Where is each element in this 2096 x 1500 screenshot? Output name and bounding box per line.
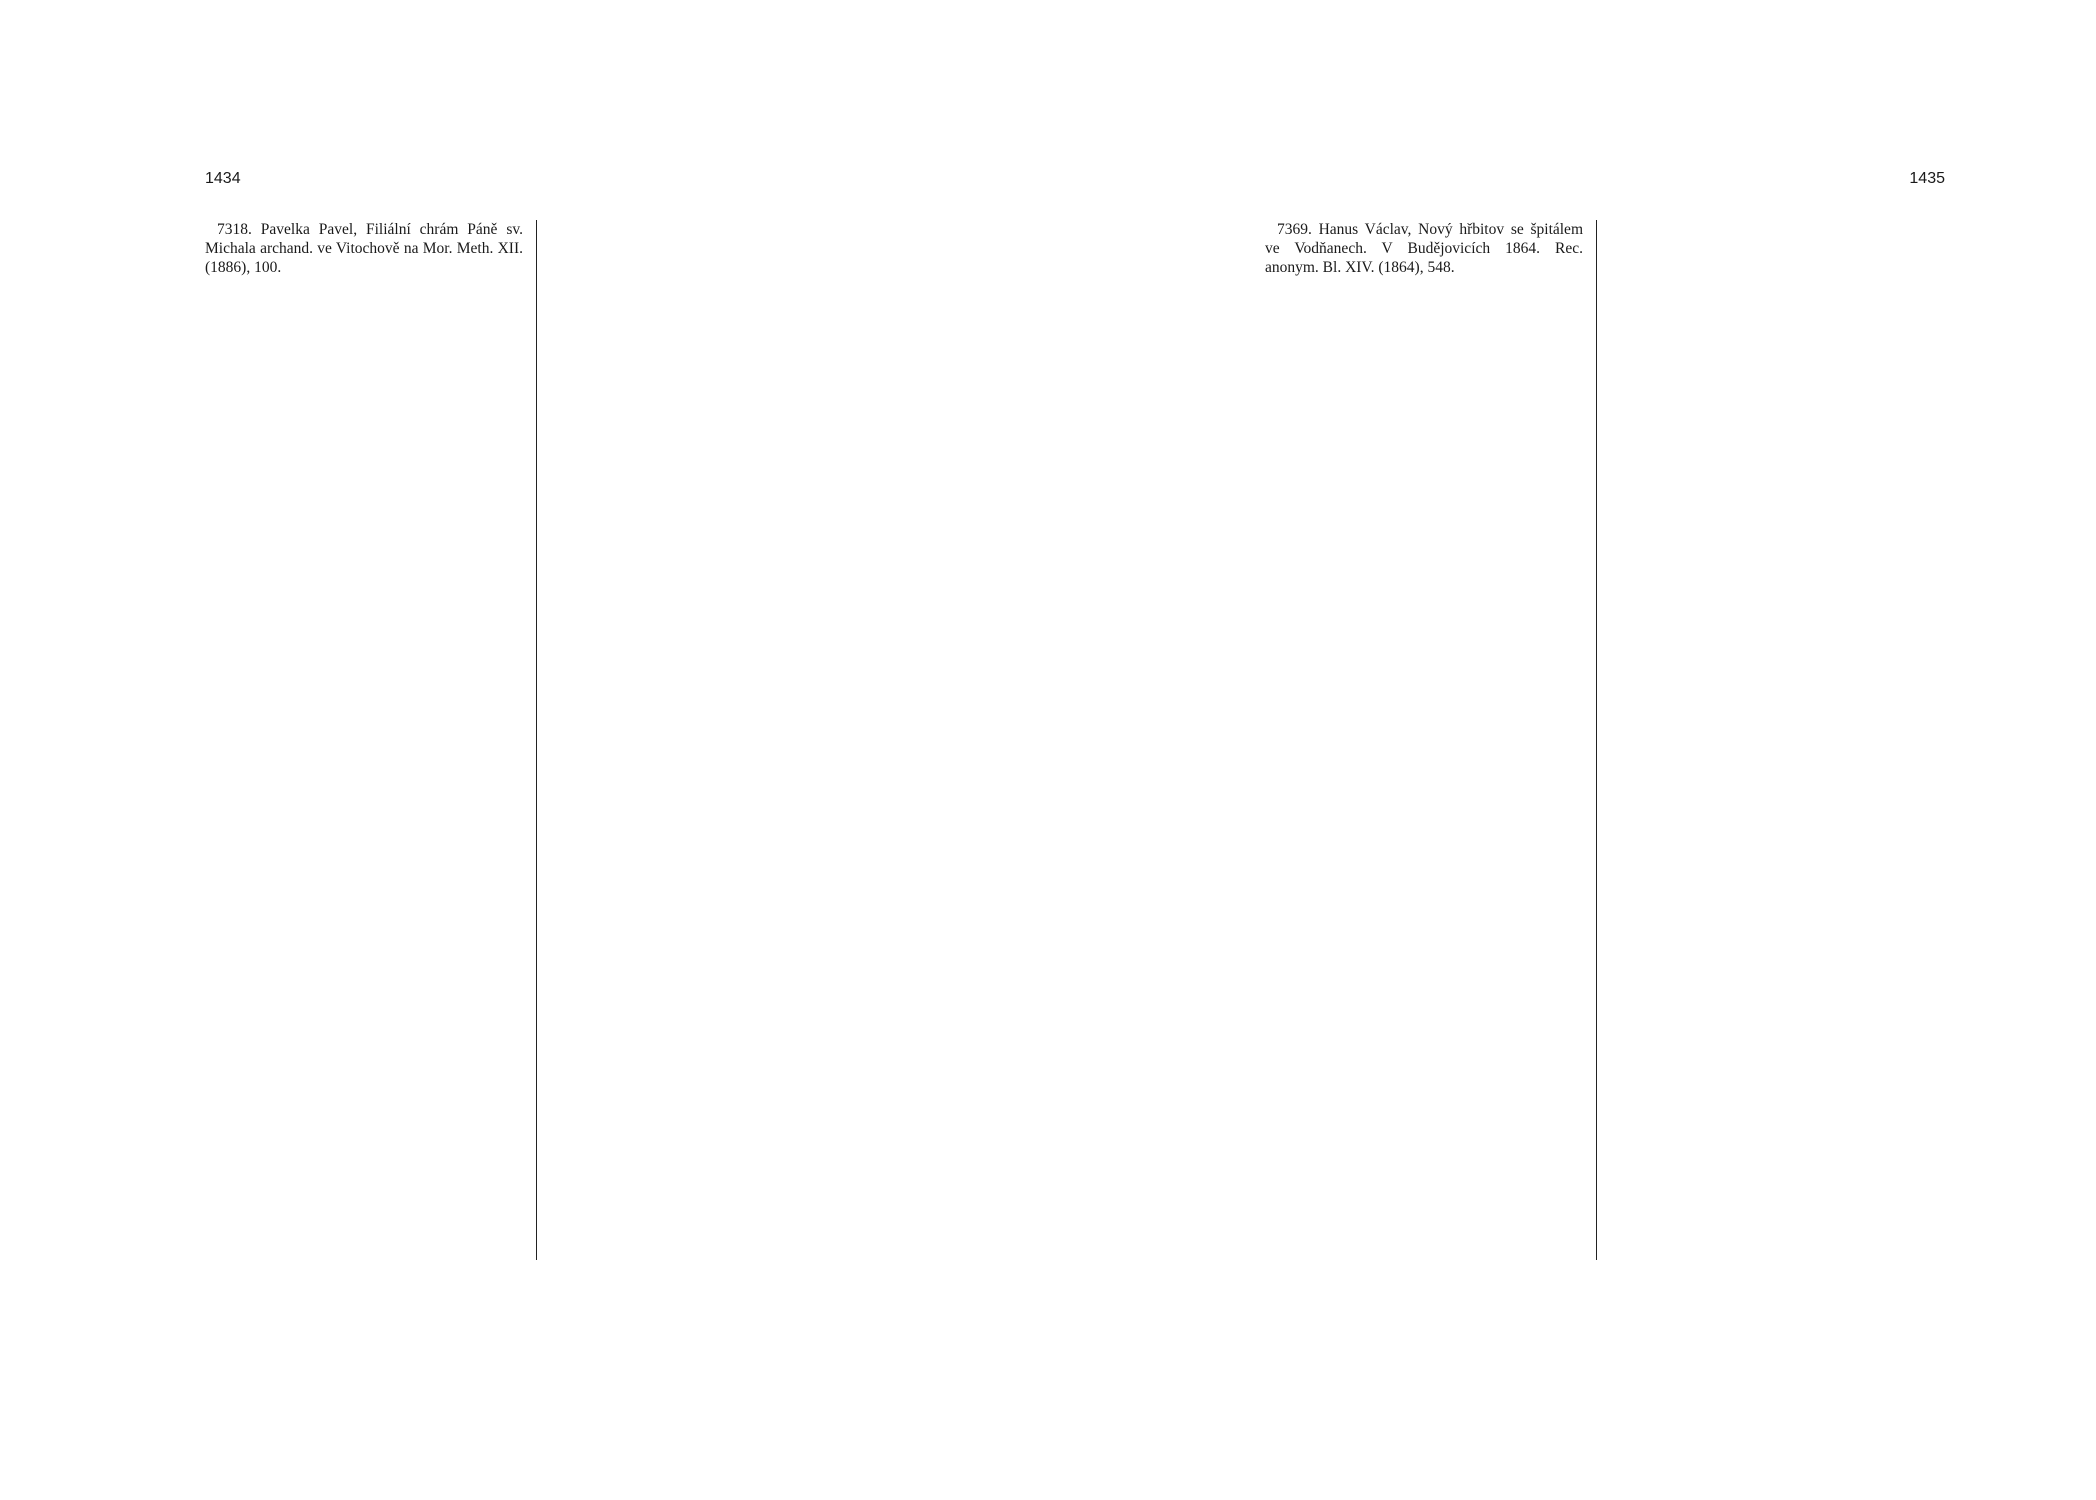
column-divider bbox=[1596, 220, 1597, 1260]
right-page bbox=[1265, 170, 1945, 1270]
bibliography-entry: 7318. Pavelka Pavel, Filiální chrám Páně sv. Michala archand. ve Vitochově na Mor. Meth. XII. (1886), 100. bbox=[205, 221, 523, 276]
page-columns bbox=[205, 220, 885, 1270]
bibliography-entry: 7369. Hanus Václav, Nový hřbitov se špitálem ve Vodňanech. V Budějovicích 1864. Rec. anonym. Bl. XIV. (1864), 548. bbox=[1265, 221, 1583, 276]
column-divider bbox=[536, 220, 537, 1260]
running-head bbox=[1265, 170, 1945, 200]
page-number: 1435 bbox=[1909, 170, 1945, 187]
text-column bbox=[1265, 220, 1583, 279]
text-column bbox=[205, 220, 523, 279]
left-page bbox=[205, 170, 885, 1270]
page-columns bbox=[1265, 220, 1945, 1270]
page-number: 1434 bbox=[205, 170, 241, 187]
running-head bbox=[205, 170, 885, 200]
